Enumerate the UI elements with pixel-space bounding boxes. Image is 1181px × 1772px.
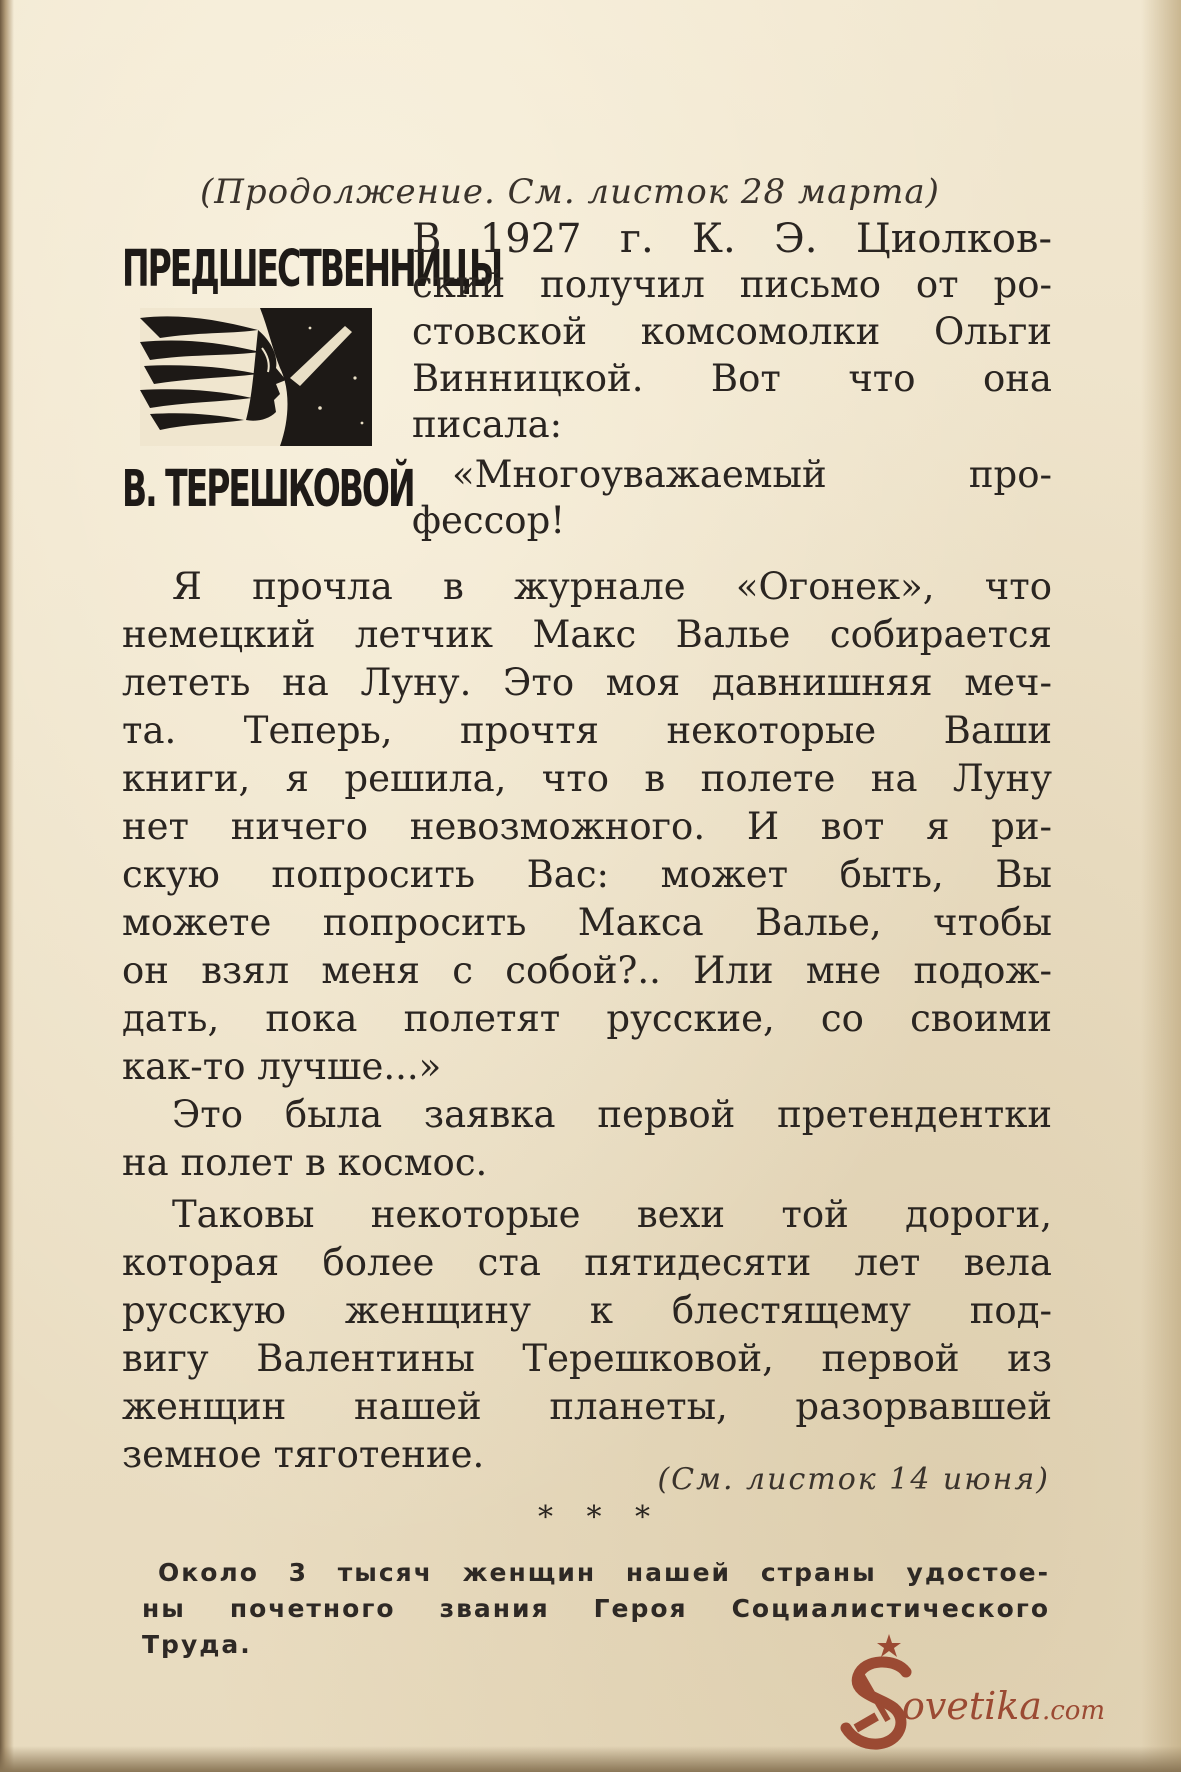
- watermark-domain: .com: [1041, 1696, 1106, 1726]
- see-also-note: (См. листок 14 июня): [657, 1462, 1050, 1497]
- text-line: русскую женщину к блестящему под-: [122, 1289, 1052, 1332]
- watermark-text: [902, 1684, 1105, 1728]
- text-line: «Многоуважаемый про-: [452, 453, 1052, 496]
- text-line: земное тяготение.: [122, 1433, 485, 1476]
- text-line: фессор!: [412, 499, 566, 542]
- text-line: Винницкой. Вот что она: [412, 357, 1052, 400]
- text-line: дать, пока полетят русские, со своими: [122, 997, 1052, 1040]
- text-line: женщин нашей планеты, разорвавшей: [122, 1385, 1052, 1428]
- text-line: та. Теперь, прочтя некоторые Ваши: [122, 709, 1052, 752]
- page-edge-right: [1141, 0, 1181, 1772]
- text-line: писала:: [412, 403, 563, 446]
- text-line: как-то лучше...»: [122, 1045, 442, 1088]
- text-line: книги, я решила, что в полете на Луну: [122, 757, 1052, 800]
- text-line: немецкий летчик Макс Валье собирается: [122, 613, 1052, 656]
- emblem-top-text: ПРЕДШЕСТВЕННИЦЫ: [122, 238, 502, 299]
- section-separator: * * *: [537, 1500, 663, 1535]
- text-line: Я прочла в журнале «Огонек», что: [172, 565, 1052, 608]
- text-line: лететь на Луну. Это моя давнишняя меч-: [122, 661, 1052, 704]
- continuation-note: (Продолжение. См. листок 28 марта): [200, 172, 940, 212]
- text-line: которая более ста пятидесяти лет вела: [122, 1241, 1052, 1284]
- footnote-line: Около 3 тысяч женщин нашей страны удостое-: [158, 1558, 1050, 1587]
- text-line: В 1927 г. К. Э. Циолков-: [412, 216, 1052, 262]
- text-line: нет ничего невозможного. И вот я ри-: [122, 805, 1052, 848]
- footnote-line: ны почетного звания Героя Социалистического: [142, 1594, 1050, 1623]
- footnote-line: Труда.: [142, 1630, 252, 1659]
- watermark-name: ovetika: [902, 1684, 1042, 1728]
- sovetika-watermark-logo: [834, 1632, 1164, 1760]
- text-line: он взял меня с собой?.. Или мне подож-: [122, 949, 1052, 992]
- cosmonaut-portrait-icon: [140, 308, 372, 446]
- page-edge-left: [0, 0, 14, 1772]
- text-line: на полет в космос.: [122, 1141, 488, 1184]
- text-line: стовской комсомолки Ольги: [412, 310, 1052, 353]
- text-line: Это была заявка первой претендентки: [172, 1093, 1052, 1136]
- text-line: вигу Валентины Терешковой, первой из: [122, 1337, 1052, 1380]
- text-line: можете попросить Макса Валье, чтобы: [122, 901, 1052, 944]
- emblem-bottom-text: В. ТЕРЕШКОВОЙ: [122, 458, 414, 519]
- text-line: Таковы некоторые вехи той дороги,: [172, 1193, 1052, 1236]
- text-line: скую попросить Вас: может быть, Вы: [122, 853, 1052, 896]
- text-line: ский получил письмо от ро-: [412, 263, 1052, 306]
